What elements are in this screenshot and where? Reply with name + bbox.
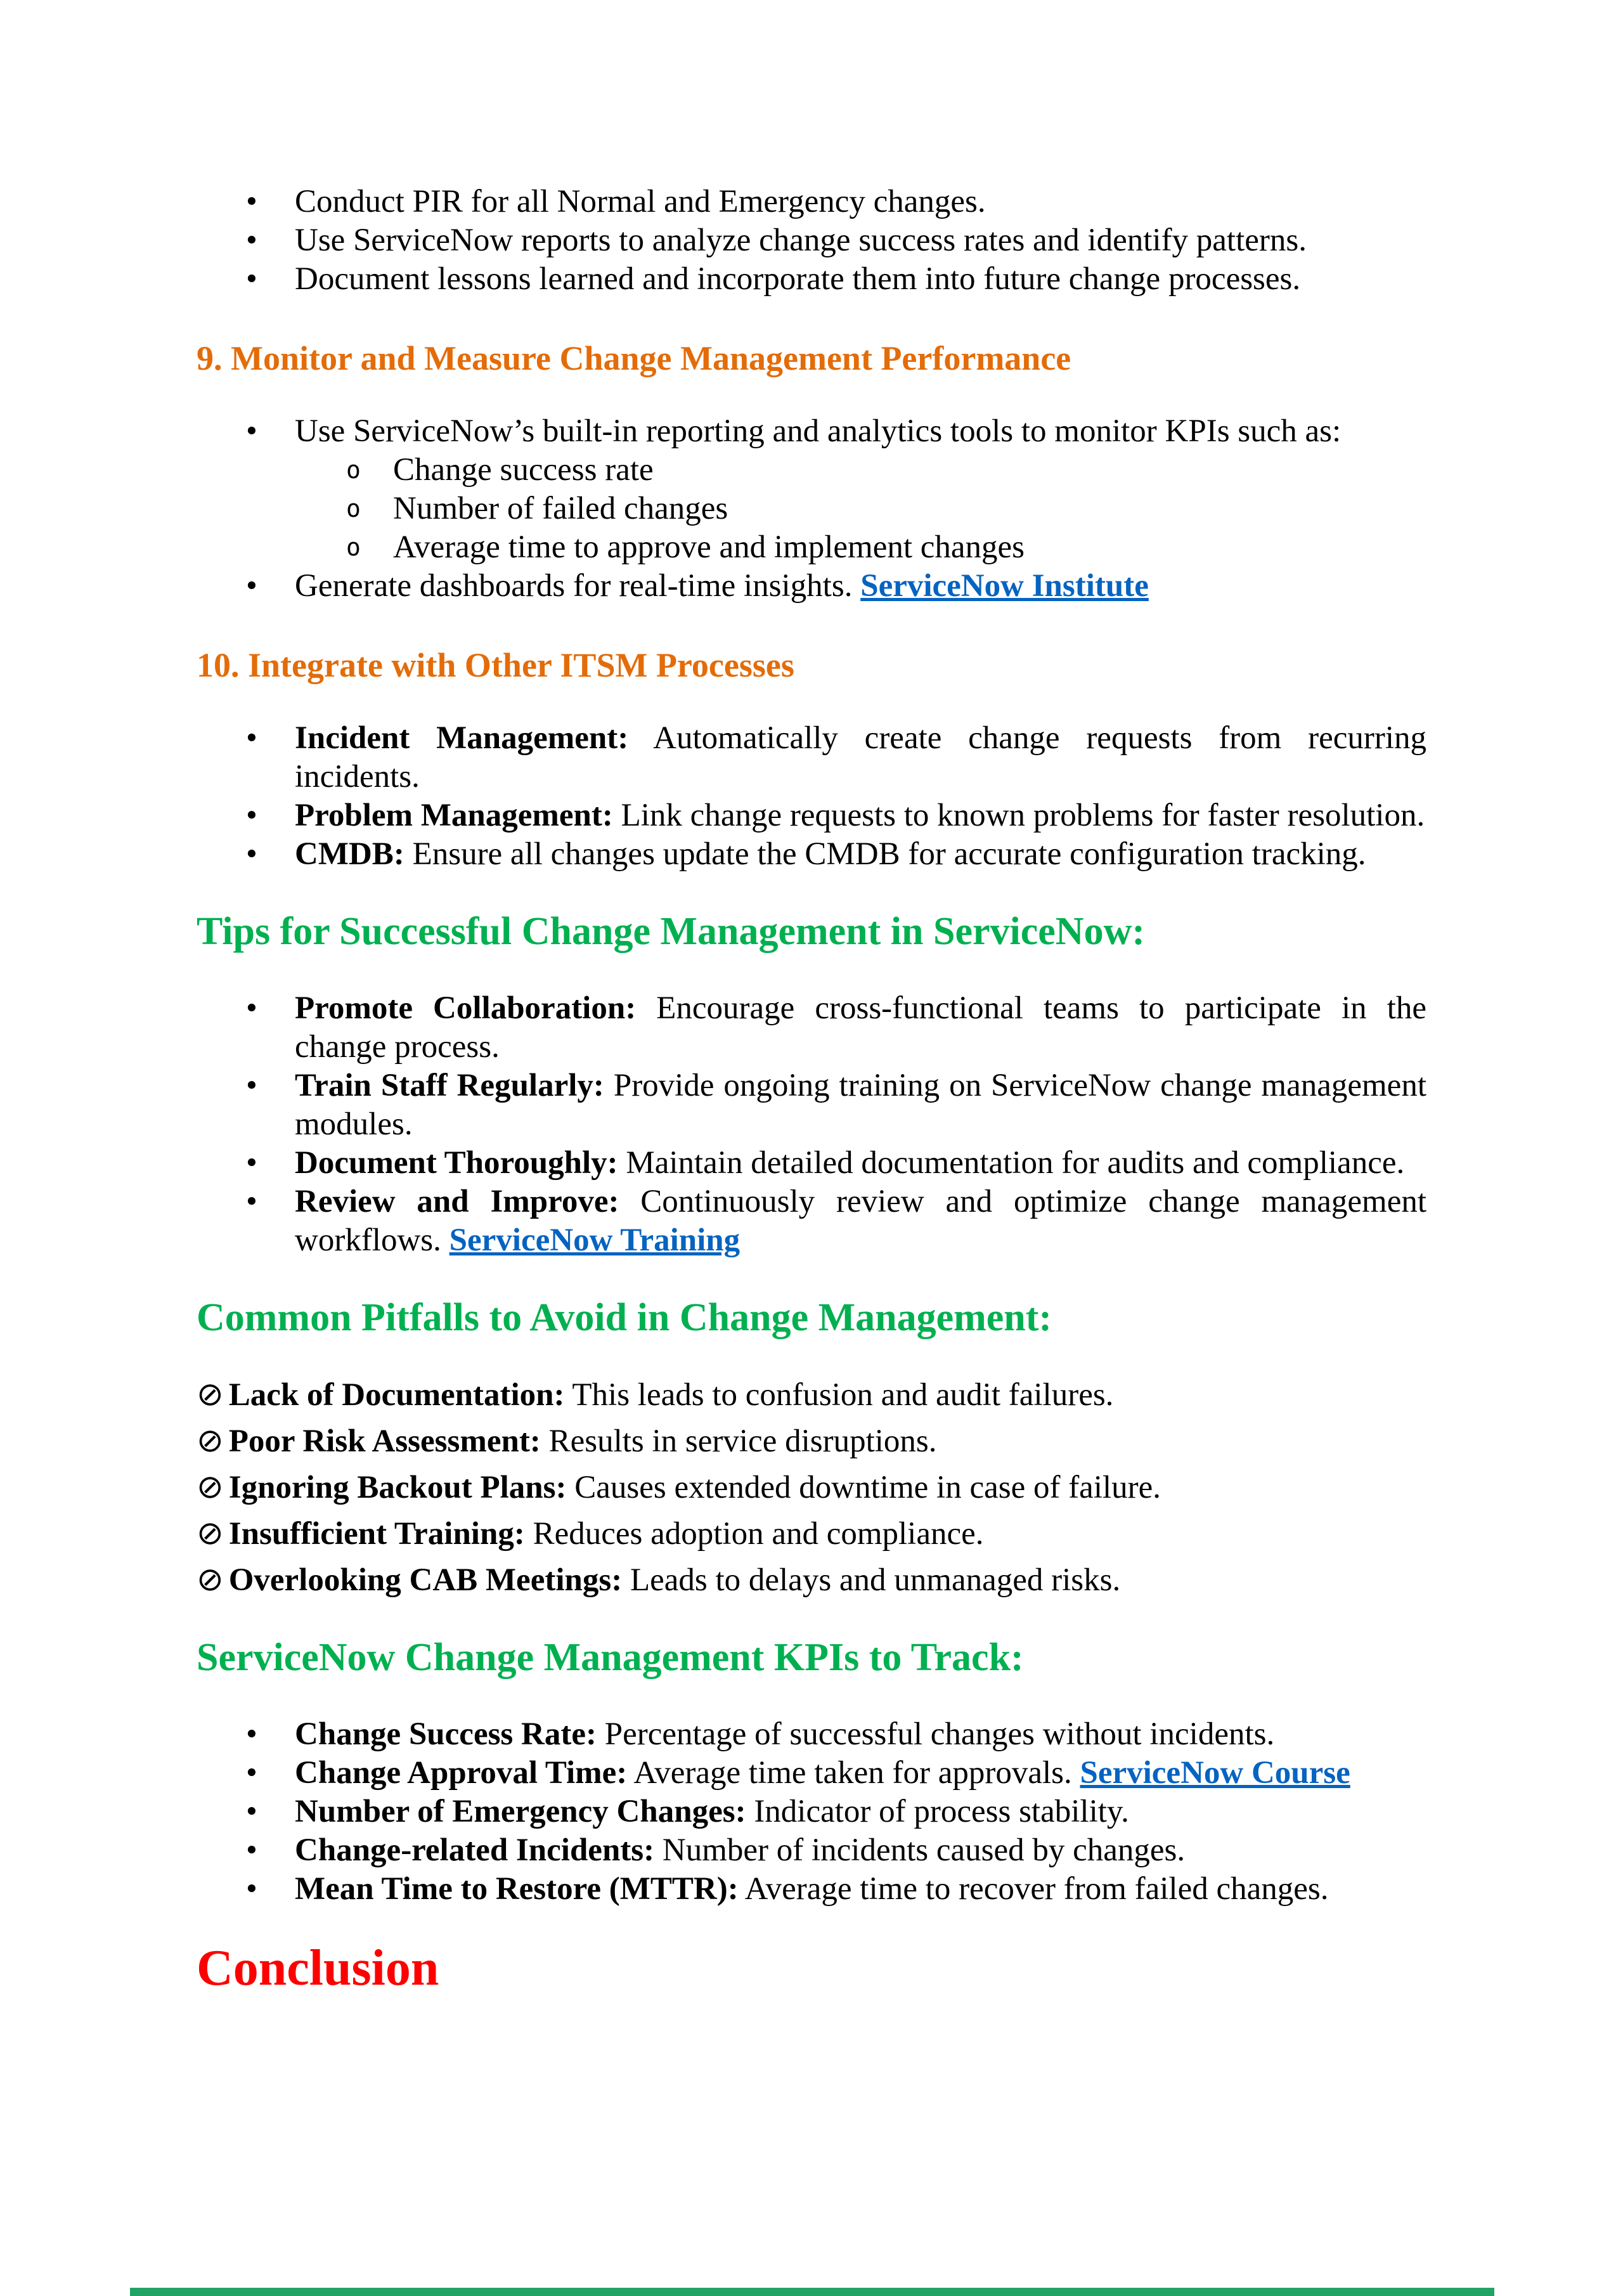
item-text: Continuously review and optimize change management workflows. <box>295 1184 1427 1258</box>
bullet-item <box>197 567 1426 606</box>
heading-monitor-performance: 9. Monitor and Measure Change Management Performance <box>197 339 1071 377</box>
next-page-banner-edge <box>130 2288 1494 2296</box>
servicenow-course-link[interactable]: ServiceNow Course <box>1080 1755 1350 1791</box>
prohibited-icon: ⊘ <box>197 1469 224 1506</box>
item-text: Automatically create change requests from recurring incidents. <box>295 720 1426 795</box>
pitfall-item <box>197 1375 1426 1415</box>
heading-integrate-itsm: 10. Integrate with Other ITSM Processes <box>197 646 794 684</box>
item-label: Change-related Incidents: <box>295 1832 655 1868</box>
prohibited-icon: ⊘ <box>197 1422 224 1460</box>
item-label: Document Thoroughly: <box>295 1145 618 1181</box>
item-label: Incident Management: <box>295 720 629 756</box>
item-text: Average time to recover from failed changes. <box>738 1871 1329 1907</box>
monitor-sub-bullet-list <box>197 451 1426 567</box>
bullet-text: Generate dashboards for real-time insights. <box>295 568 861 604</box>
monitor-bullet-list <box>197 412 1426 451</box>
bullet-item <box>197 1870 1426 1909</box>
bullet-item <box>197 719 1426 796</box>
pitfall-label: Poor Risk Assessment: <box>228 1424 541 1459</box>
item-text: Average time taken for approvals. <box>627 1755 1080 1791</box>
item-label: Number of Emergency Changes: <box>295 1794 746 1829</box>
pitfall-text: This leads to confusion and audit failures. <box>564 1377 1114 1413</box>
bullet-item <box>197 1754 1426 1793</box>
pitfall-text: Causes extended downtime in case of failure. <box>566 1470 1161 1505</box>
item-label: Change Success Rate: <box>295 1716 597 1752</box>
sub-bullet-item: o Average time to approve and implement changes <box>197 528 1426 567</box>
pitfall-label: Ignoring Backout Plans: <box>228 1470 567 1505</box>
heading-pitfalls: Common Pitfalls to Avoid in Change Management: <box>197 1296 1052 1339</box>
bullet-item <box>197 1067 1426 1144</box>
pitfall-text: Reduces adoption and compliance. <box>524 1516 984 1552</box>
pitfall-item <box>197 1468 1426 1507</box>
pitfall-text: Results in service disruptions. <box>540 1424 937 1459</box>
bullet-item <box>197 1144 1426 1183</box>
item-text: Ensure all changes update the CMDB for accurate configuration tracking. <box>404 836 1366 872</box>
pitfall-label: Overlooking CAB Meetings: <box>228 1562 623 1598</box>
item-text: Provide ongoing training on ServiceNow change management modules. <box>295 1068 1426 1142</box>
item-text: Encourage cross-functional teams to participate in the change process. <box>295 990 1427 1065</box>
prohibited-icon: ⊘ <box>197 1515 224 1552</box>
bullet-item <box>197 1715 1426 1754</box>
tips-bullet-list <box>197 989 1426 1260</box>
item-label: Mean Time to Restore (MTTR): <box>295 1871 739 1907</box>
item-label: Train Staff Regularly: <box>295 1068 604 1103</box>
sub-bullet-item: o Change success rate <box>197 451 1426 490</box>
item-label: CMDB: <box>295 836 404 872</box>
pitfall-label: Insufficient Training: <box>228 1516 525 1552</box>
heading-conclusion: Conclusion <box>197 1940 439 1996</box>
prohibited-icon: ⊘ <box>197 1561 224 1599</box>
pir-review-bullet-list <box>197 183 1426 299</box>
servicenow-institute-link[interactable]: ServiceNow Institute <box>860 568 1149 604</box>
pitfall-item <box>197 1560 1426 1600</box>
item-label: Review and Improve: <box>295 1184 619 1219</box>
bullet-item: • Use ServiceNow reports to analyze change success rates and identify patterns. <box>197 221 1426 260</box>
bullet-item: • Conduct PIR for all Normal and Emergency changes. <box>197 183 1426 221</box>
item-text: Percentage of successful changes without incidents. <box>596 1716 1275 1752</box>
integrate-bullet-list <box>197 719 1426 874</box>
pitfalls-list <box>197 1375 1426 1600</box>
pitfall-item <box>197 1514 1426 1553</box>
bullet-item <box>197 1183 1426 1260</box>
item-label: Problem Management: <box>295 798 613 833</box>
kpis-bullet-list <box>197 1715 1426 1909</box>
item-label: Change Approval Time: <box>295 1755 628 1791</box>
pitfall-item <box>197 1422 1426 1461</box>
sub-bullet-item: o Number of failed changes <box>197 490 1426 528</box>
heading-tips: Tips for Successful Change Management in ServiceNow: <box>197 910 1145 953</box>
pitfall-text: Leads to delays and unmanaged risks. <box>622 1562 1121 1598</box>
bullet-item <box>197 796 1426 835</box>
heading-kpis: ServiceNow Change Management KPIs to Track: <box>197 1636 1024 1679</box>
bullet-item <box>197 835 1426 874</box>
prohibited-icon: ⊘ <box>197 1376 224 1413</box>
bullet-item: • Document lessons learned and incorporate them into future change processes. <box>197 260 1426 299</box>
pitfall-label: Lack of Documentation: <box>228 1377 565 1413</box>
item-text: Number of incidents caused by changes. <box>654 1832 1186 1868</box>
bullet-item: • Use ServiceNow’s built-in reporting and analytics tools to monitor KPIs such as: <box>197 412 1426 451</box>
bullet-item <box>197 1831 1426 1870</box>
item-text: Indicator of process stability. <box>746 1794 1129 1829</box>
servicenow-training-link[interactable]: ServiceNow Training <box>449 1223 740 1258</box>
item-text: Link change requests to known problems for faster resolution. <box>612 798 1425 833</box>
bullet-item <box>197 989 1426 1067</box>
bullet-item <box>197 1793 1426 1831</box>
item-text: Maintain detailed documentation for audits and compliance. <box>618 1145 1405 1181</box>
item-label: Promote Collaboration: <box>295 990 637 1026</box>
monitor-bullet-list-2 <box>197 567 1426 606</box>
